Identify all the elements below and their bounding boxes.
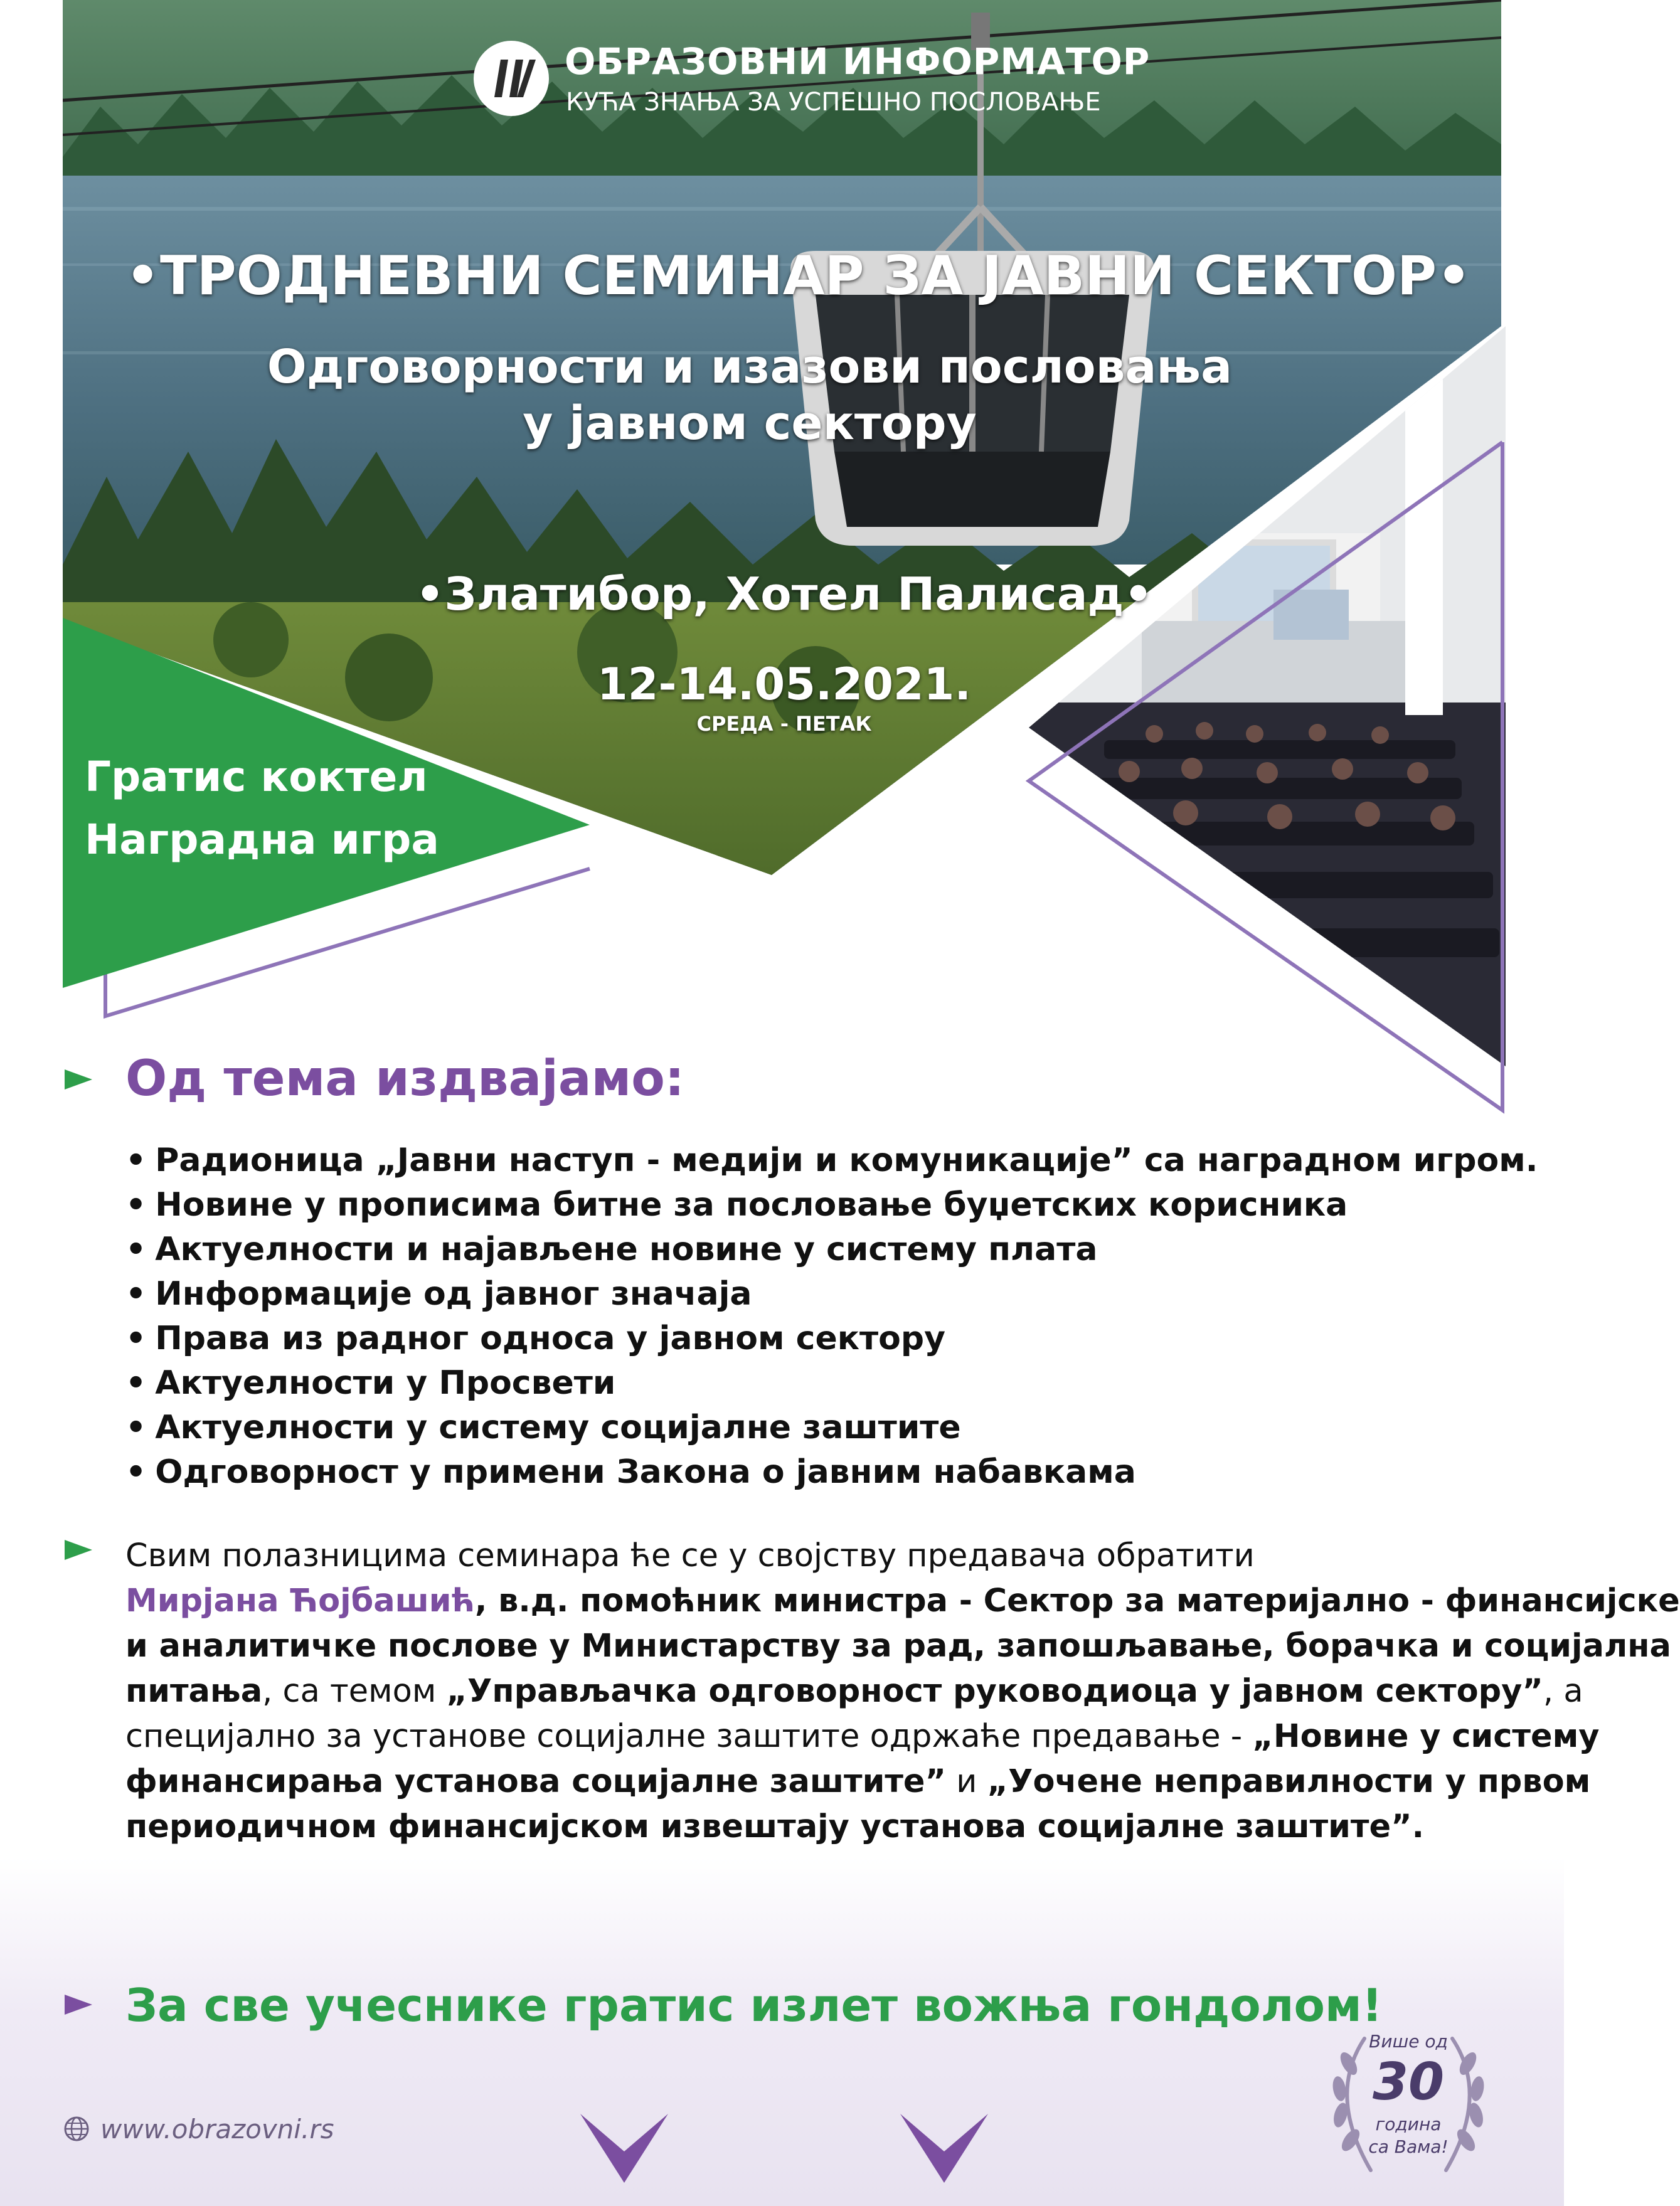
topic-item: • Новине у прописима битне за пословање буџетских корисника [125, 1183, 1538, 1228]
seminar-dates: 12-14.05.2021. [597, 659, 971, 710]
bullet-arrow-icon [65, 1540, 92, 1560]
globe-icon [63, 2115, 90, 2143]
seminar-days: СРЕДА - ПЕТАК [696, 712, 872, 736]
promo-cocktail: Гратис коктел [85, 753, 428, 801]
topic-item: • Права из радног односа у јавном сектору [125, 1317, 1538, 1361]
speaker-paragraph [125, 1534, 1680, 1850]
bullet-arrow-icon [65, 1069, 92, 1090]
para-line: финансирања установа социјалне заштите” и „Уочене неправилности у првом [125, 1763, 1591, 1800]
chevron-down-icon [900, 2114, 988, 2183]
para-line: Мирјана Ћојбашић, в.д. помоћник министра - Сектор за материјално - финансијске [125, 1583, 1680, 1620]
topic-item: • Актуелности и најављене новине у систему плата [125, 1228, 1538, 1272]
thirty-years-badge [1314, 2013, 1502, 2189]
bullet-arrow-icon [65, 1995, 92, 2015]
chevron-down-icon [580, 2114, 668, 2183]
website-link[interactable]: www.obrazovni.rs [100, 2114, 334, 2145]
topic-item: • Радионица „Јавни наступ - медији и комуникације” са наградном игром. [125, 1138, 1538, 1183]
topic-item: • Информације од јавног значаја [125, 1272, 1538, 1317]
topic-item: • Актуелности у систему социјалне заштите [125, 1406, 1538, 1450]
subtitle-line-1: Одговорности и изазови пословања [267, 340, 1233, 394]
brand-name: ОБРАЗОВНИ ИНФОРМАТОР [565, 40, 1151, 83]
para-line: Свим полазницима семинара ће се у својству предавача обратити [125, 1537, 1255, 1574]
seminar-location: •Златибор, Хотел Палисад• [415, 568, 1153, 620]
topics-list [125, 1138, 1538, 1495]
badge-number: 30 [1372, 2052, 1445, 2112]
para-line: периодичном финансијском извештају установа социјалне заштите”. [125, 1808, 1424, 1845]
topic-item: • Актуелности у Просвети [125, 1361, 1538, 1406]
para-line: специјално за установе социјалне заштите одржаће предавање - „Новине у систему [125, 1718, 1600, 1755]
para-line: и аналитичке послове у Министарству за рад, запошљавање, борачка и социјална [125, 1628, 1671, 1665]
promo-prize-game: Наградна игра [85, 815, 439, 864]
seminar-title: •ТРОДНЕВНИ СЕМИНАР ЗА ЈАВНИ СЕКТОР• [125, 245, 1471, 307]
para-line: питања, са темом „Управљачка одговорност руководиоца у јавном сектору”, а [125, 1673, 1583, 1710]
topic-item: • Одговорност у примени Закона о јавним набавкама [125, 1450, 1538, 1495]
badge-line-3: година [1375, 2114, 1442, 2134]
seminar-subtitle [125, 339, 1374, 452]
subtitle-line-2: у јавном сектору [523, 396, 977, 450]
oi-monogram-logo-icon [471, 38, 552, 119]
badge-line-1: Више од [1369, 2031, 1448, 2052]
brand-tagline: КУЋА ЗНАЊА ЗА УСПЕШНО ПОСЛОВАЊЕ [566, 88, 1101, 117]
brand-logo [471, 38, 1151, 125]
speaker-name: Мирјана Ћојбашић [125, 1583, 475, 1620]
topics-heading: Од тема издвајамо: [125, 1051, 684, 1107]
badge-line-4: са Вама! [1368, 2136, 1449, 2157]
gondola-trip-offer: За све учеснике гратис излет вожња гондолом! [125, 1979, 1383, 2032]
